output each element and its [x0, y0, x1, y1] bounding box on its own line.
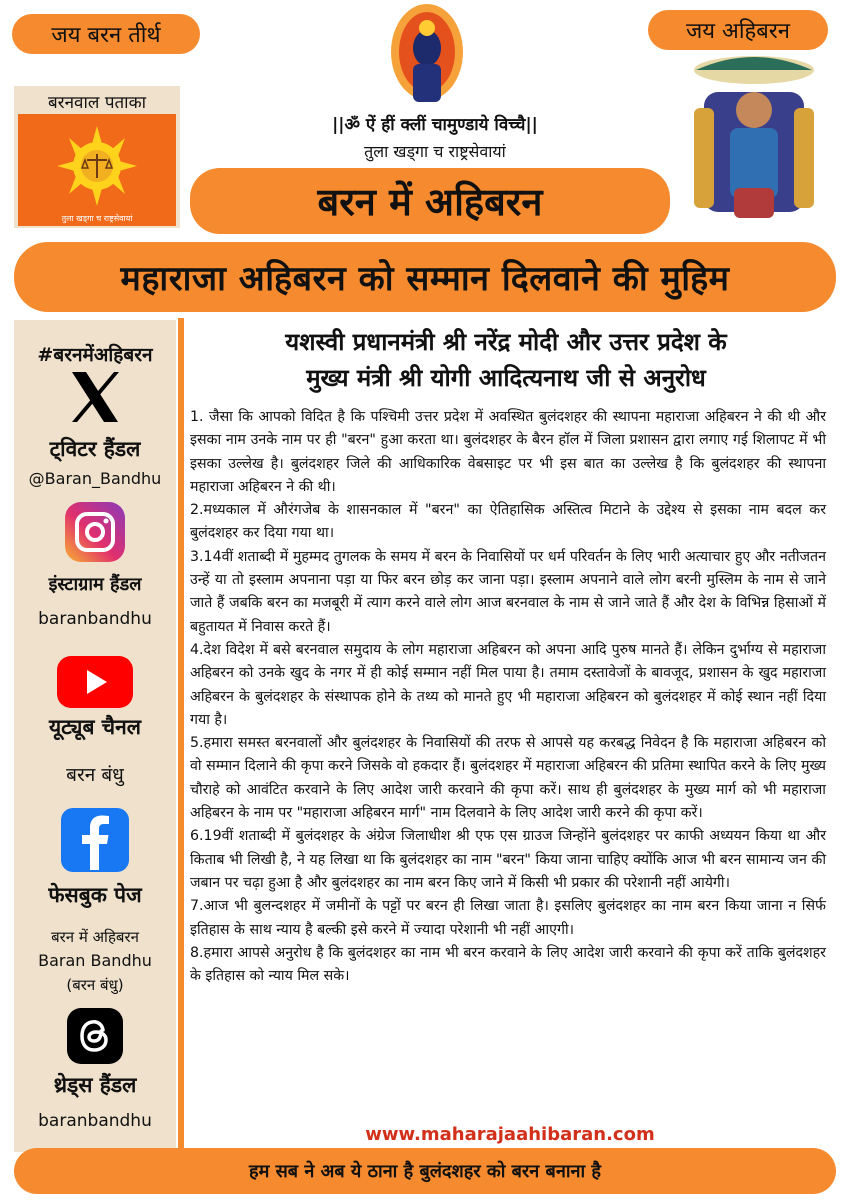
x-logo-icon[interactable]	[64, 366, 126, 428]
youtube-icon[interactable]	[55, 654, 135, 710]
threads-section[interactable]	[14, 1006, 176, 1066]
instagram-section[interactable]	[14, 500, 176, 564]
twitter-section[interactable]	[14, 366, 176, 428]
tag-jai-ahibaran: जय अहिबरन	[648, 10, 828, 50]
campaign-banner: महाराजा अहिबरन को सम्मान दिलवाने की मुहिम	[14, 242, 836, 312]
instagram-icon[interactable]	[63, 500, 127, 564]
paragraph-1: 1. जैसा कि आपको विदित है कि पश्चिमी उत्तर प्रदेश में अवस्थित बुलंदशहर की स्थापना महाराजा अहिबरन ने की थी और इसका नाम उनके नाम पर ही "बरन" हुआ करता था। बुलंदशहर के बैरन हॉल में जिला प्रशासन द्वारा लगाए गई शिलापट में भी इसका उल्लेख है। बुलंदशहर जिले की आधिकारिक वेबसाइट पर भी इस बात का उल्लेख है कि बुलंदशहर की स्थापना महाराजा अहिबरन ने की थी।	[190, 409, 826, 495]
main-title	[186, 324, 826, 396]
website-link[interactable]: www.maharajaahibaran.com	[365, 1124, 655, 1145]
tag-jai-baran-tirth: जय बरन तीर्थ	[12, 14, 200, 54]
twitter-label: ट्विटर हैंडल	[49, 437, 141, 461]
threads-label: थ्रेड्स हैंडल	[53, 1073, 137, 1097]
paragraph-2: 2.मध्यकाल में औरंगजेब के शासनकाल में "बरन" का ऐतिहासिक अस्तित्व मिटाने के उद्देश्य से इसका नाम बदल कर बुलंदशहर कर दिया गया था।	[190, 502, 826, 542]
youtube-label: यूट्यूब चैनल	[48, 715, 142, 739]
flag-title: बरनवाल पताका	[47, 93, 147, 113]
facebook-line3[interactable]: (बरन बंधु)	[66, 976, 124, 994]
motto: तुला खड्गा च राष्ट्रसेवायां	[364, 142, 506, 161]
footer-slogan: हम सब ने अब ये ठाना है बुलंदशहर को बरन बनाना है	[14, 1148, 836, 1194]
paragraph-7: 7.आज भी बुलन्दशहर में जमीनों के पट्टों पर बरन ही लिखा जाता है। इसलिए बुलंदशहर का नाम बरन किया जाना न सिर्फ इतिहास के साथ न्याय है बल्की इसे करने में ज्यादा परेशानी भी नहीं आएगी।	[190, 898, 826, 938]
instagram-handle[interactable]: baranbandhu	[38, 609, 152, 629]
flag-motto: तुला खड्गा च राष्ट्रसेवायां	[61, 214, 133, 223]
paragraph-6: 6.19वीं शताब्दी में बुलंदशहर के अंग्रेज जिलाधीश श्री एफ एस ग्राउज जिन्होंने बुलंदशहर पर काफी अध्ययन किया था और किताब भी लिखी है, ने यह लिखा था कि बुलंदशहर का नाम "बरन" किया जाना चाहिए क्योंकि आज भी बरन सामान्य जन की जबान पर चढ़ा हुआ है और बुलंदशहर का नाम बरन किए जाने में किसी भी प्रकार की परेशानी नहीं आयेगी।	[190, 828, 826, 891]
facebook-line2[interactable]: Baran Bandhu	[38, 951, 152, 970]
instagram-label: इंस्टाग्राम हैंडल	[48, 574, 142, 595]
main-title-line2: मुख्य मंत्री श्री योगी आदित्यनाथ जी से अनुरोध	[306, 364, 706, 392]
paragraph-8: 8.हमारा आपसे अनुरोध है कि बुलंदशहर का नाम भी बरन करवाने के लिए आदेश जारी करवाने की कृपा करें ताकि बुलंदशहर के इतिहास को न्याय मिल सके।	[190, 944, 826, 985]
paragraph-4: 4.देश विदेश में बसे बरनवाल समुदाय के लोग महाराजा अहिबरन को अपना आदि पुरुष मानते हैं। लेकिन दुर्भाग्य से महाराजा अहिबरन को उनके खुद के नगर में ही कोई सम्मान नहीं मिल पाया है। तमाम दस्तावेजों के बावजूद, प्रशासन के खुद महाराजा अहिबरन के बुलंदशहर के संस्थापक होने के तथ्य को मानते हुए भी महाराजा अहिबरन को बुलंदशहर में कोई स्थान नहीं दिया गया है।	[190, 641, 826, 728]
facebook-line1[interactable]: बरन में अहिबरन	[51, 928, 139, 946]
twitter-handle[interactable]: @Baran_Bandhu	[28, 469, 162, 488]
facebook-icon[interactable]	[59, 806, 131, 874]
facebook-label: फेसबुक पेज	[48, 883, 142, 907]
hashtag: #बरनमेंअहिबरन	[37, 344, 153, 366]
social-sidebar	[14, 320, 176, 1152]
sun-emblem-icon	[42, 120, 152, 220]
threads-icon[interactable]	[65, 1006, 125, 1066]
facebook-section[interactable]	[14, 806, 176, 874]
main-title-line1: यशस्वी प्रधानमंत्री श्री नरेंद्र मोदी और उत्तर प्रदेश के	[285, 328, 727, 356]
paragraph-5: 5.हमारा समस्त बरनवालों और बुलंदशहर के निवासियों की तरफ से आपसे यह करबद्ध निवेदन है कि महाराजा अहिबरन को वो सम्मान दिलाने की कृपा करने जिसके वो हकदार हैं। बुलंदशहर में महाराजा अहिबरन की प्रतिमा स्थापित करने के लिए मुख्य चौराहे को आवंटित करवाने के लिए आदेश जारी करवाने की कृपा करें। साथ ही बुलंदशहर के मुख्य मार्ग को भी महाराजा अहिबरन के नाम पर "महाराजा अहिबरन मार्ग" नाम दिलवाने के लिए आदेश जारी करने की कृपा करें।	[190, 735, 826, 822]
headline: बरन में अहिबरन	[190, 168, 670, 234]
youtube-handle[interactable]: बरन बंधु	[66, 764, 124, 786]
request-paragraphs	[190, 406, 826, 988]
flag-emblem	[18, 114, 176, 226]
youtube-section[interactable]	[14, 654, 176, 710]
paragraph-3: 3.14वीं शताब्दी में मुहम्मद तुगलक के समय में बरन के निवासियों पर धर्म परिवर्तन के लिए भारी अत्याचार हुए और नतीजतन उन्हें या तो इस्लाम अपनाना पड़ा या फिर बरन छोड़ कर जाना पड़ा। इस्लाम अपनाने वाले लोग बरनी मुस्लिम के नाम से जाने जाते हैं जबकि बरन का मजबूरी में त्याग करने वाले लोग आज बरनवाल के नाम से जाने जाते हैं और देश के विभिन्न हिसाओं में बहुतायत में निवास करते हैं।	[190, 548, 826, 635]
divider-strip	[178, 318, 184, 1152]
baranwal-flag	[14, 86, 180, 228]
threads-handle[interactable]: baranbandhu	[38, 1111, 152, 1131]
chamunda-deity-image	[388, 2, 466, 110]
mantra: ||ॐ ऐं हीं क्लीं चामुण्डाये विच्चै||	[332, 115, 538, 135]
maharaja-ahibaran-image	[674, 48, 834, 224]
